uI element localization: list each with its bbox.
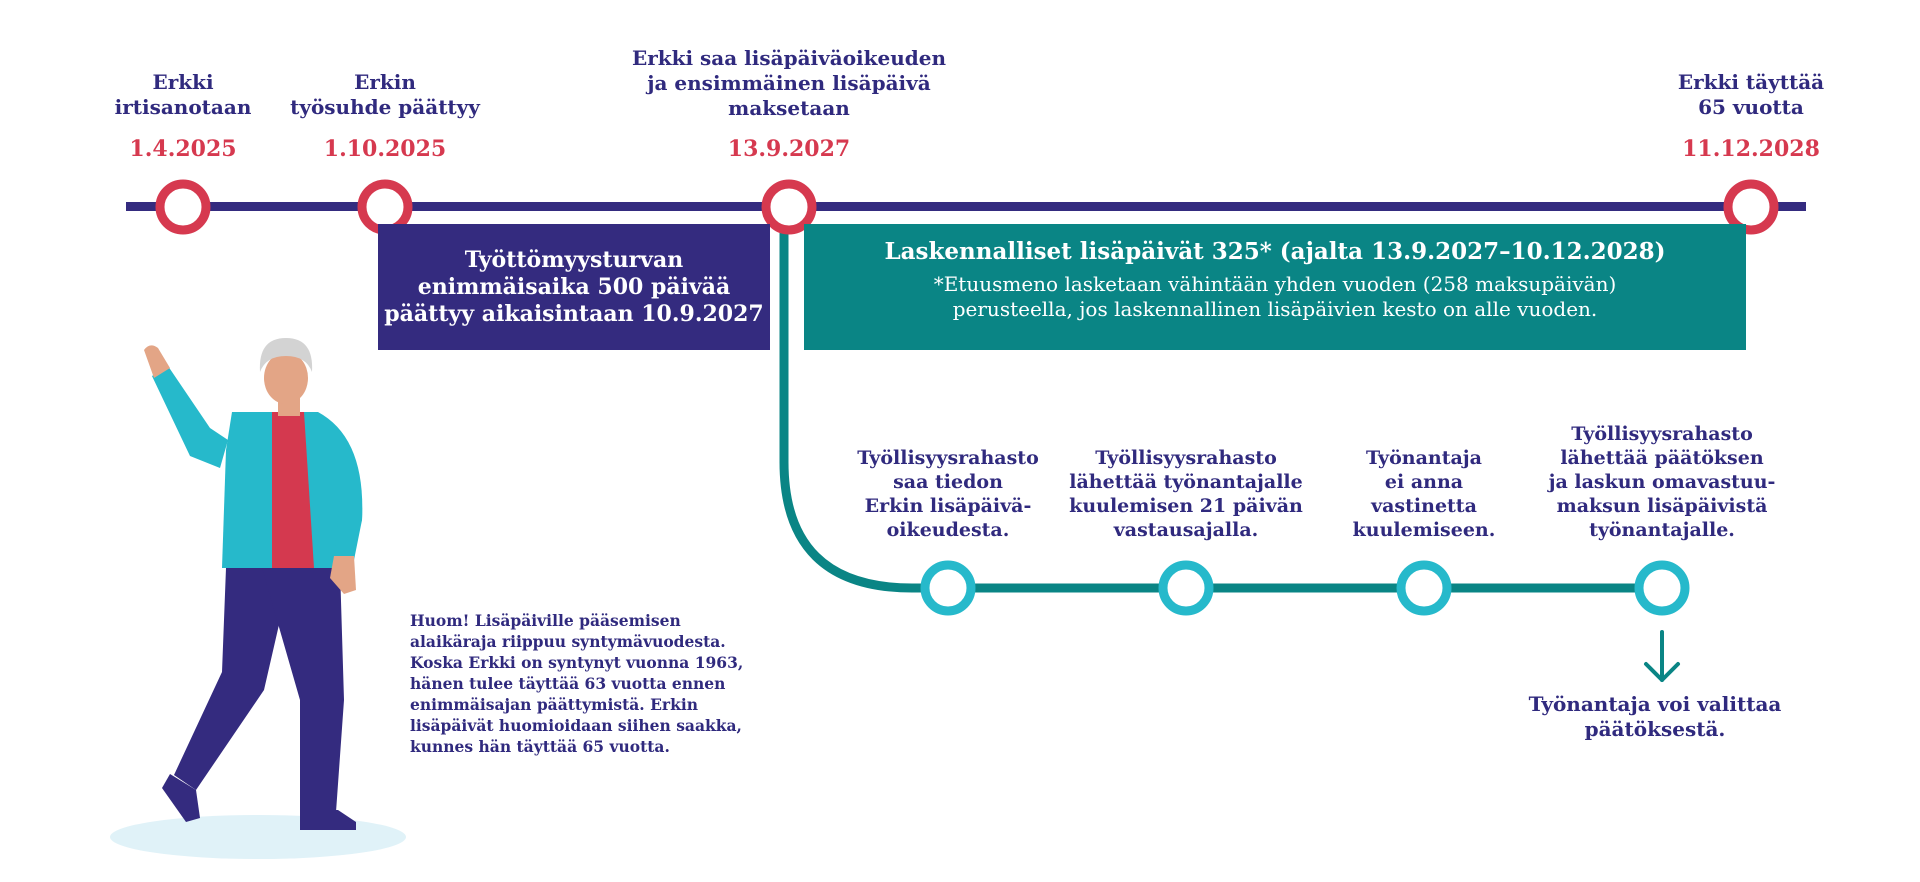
appeal-note: Työnantaja voi valittaa päätöksestä. xyxy=(1528,692,1782,741)
event-label-extra-days-start: Erkki saa lisäpäiväoikeuden ja ensimmäinen lisäpäivä maksetaan xyxy=(631,46,947,120)
person-illustration xyxy=(110,338,406,859)
event-label-turns-65: Erkki täyttää 65 vuotta xyxy=(1677,70,1825,119)
process-step-1: Työllisyysrahasto saa tiedon Erkin lisäpäivä- oikeudesta. xyxy=(857,447,1039,541)
process-marker-4 xyxy=(1639,565,1685,611)
event-date-employment-end: 1.10.2025 xyxy=(323,136,447,162)
process-step-4: Työllisyysrahasto lähettää päätöksen ja laskun omavastuu- maksun lisäpäivistä työnantajalle. xyxy=(1548,423,1776,541)
process-step-3: Työnantaja ei anna vastinetta kuulemiseen. xyxy=(1352,447,1496,541)
event-label-employment-end: Erkin työsuhde päättyy xyxy=(290,70,480,119)
age-limit-note: Huom! Lisäpäiville pääsemisen alaikäraja riippuu syntymävuodesta. Koska Erkki on syntynyt vuonna 1963, hänen tulee täyttää 63 vuotta ennen enimmäisajan päättymistä. Erkin lisäpäivät huomioidaan siihen saakka, kunnes hän täyttää 65 vuotta. xyxy=(410,611,744,756)
calculated-extra-days-box xyxy=(804,224,1746,350)
timeline-marker-1 xyxy=(160,184,206,230)
ground-shadow xyxy=(110,815,406,859)
extra-days-title: Laskennalliset lisäpäivät 325* (ajalta 13.9.2027–10.12.2028) xyxy=(884,238,1666,265)
unemployment-max-period-box: Työttömyysturvan enimmäisaika 500 päivää päättyy aikaisintaan 10.9.2027 xyxy=(378,224,770,350)
event-date-dismissal: 1.4.2025 xyxy=(129,136,237,162)
process-marker-3 xyxy=(1401,565,1447,611)
extra-days-footnote: *Etuusmeno lasketaan vähintään yhden vuoden (258 maksupäivän) perusteella, jos laskennallinen lisäpäivien kesto on alle vuoden. xyxy=(933,272,1617,321)
process-marker-1 xyxy=(925,565,971,611)
down-arrow-icon xyxy=(1646,632,1678,680)
process-step-2: Työllisyysrahasto lähettää työnantajalle kuulemisen 21 päivän vastausajalla. xyxy=(1069,447,1303,541)
event-date-extra-days-start: 13.9.2027 xyxy=(727,136,851,162)
event-date-turns-65: 11.12.2028 xyxy=(1682,136,1820,162)
process-marker-2 xyxy=(1163,565,1209,611)
event-label-dismissal: Erkki irtisanotaan xyxy=(114,70,252,119)
